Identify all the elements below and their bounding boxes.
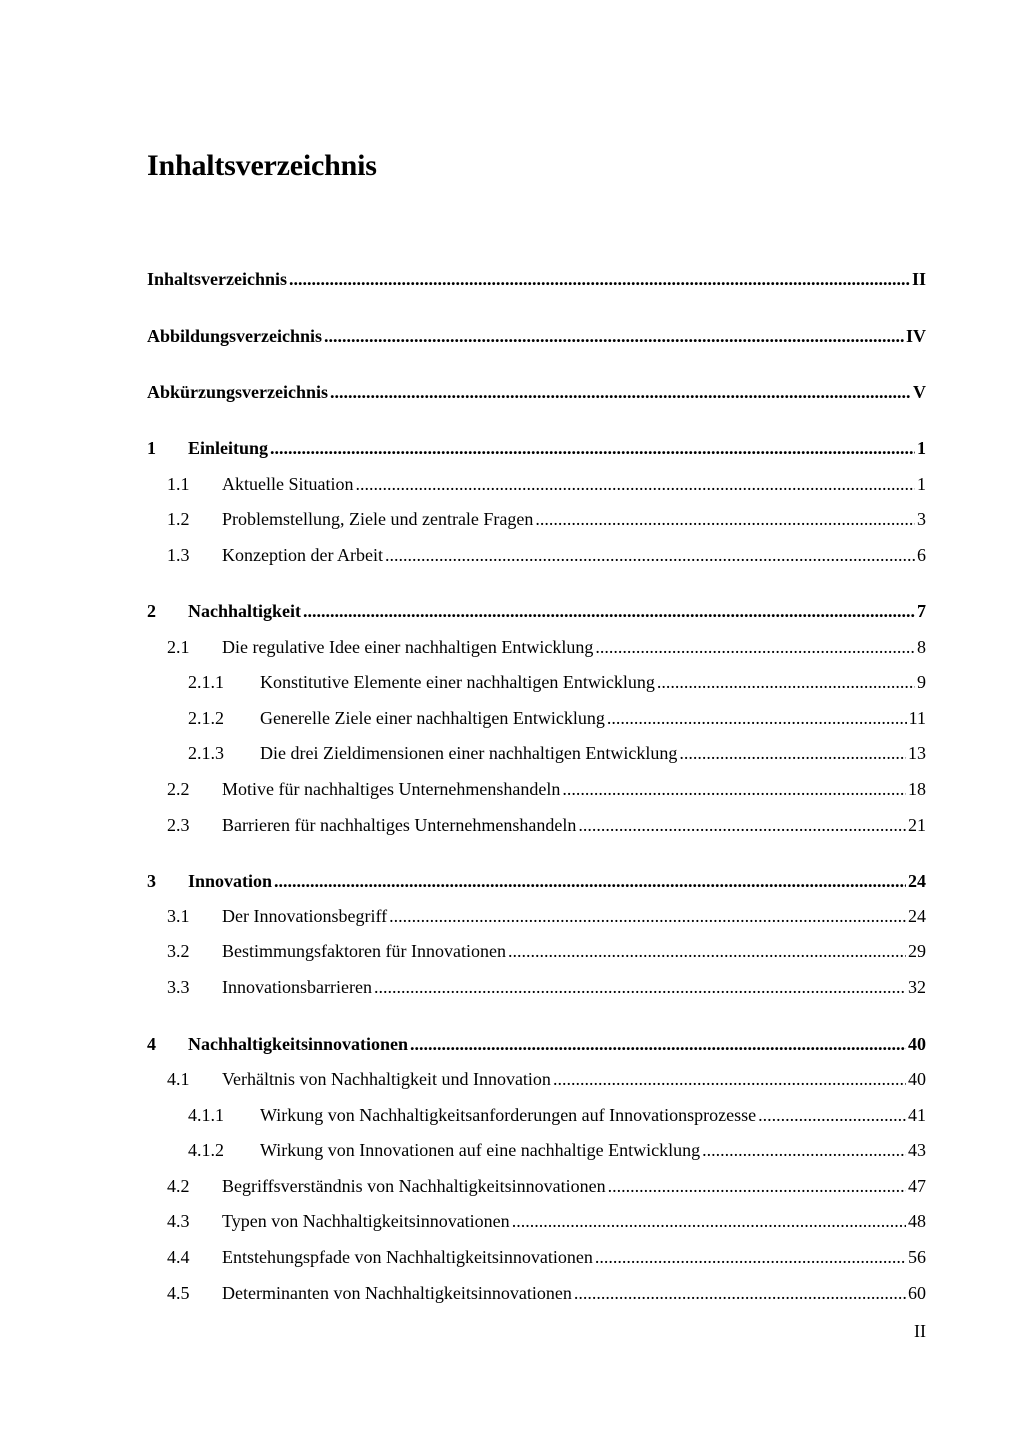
toc-section[interactable] (167, 974, 926, 1000)
toc-entry-title: Bestimmungsfaktoren für Innovationen (222, 941, 506, 961)
toc-entry-number: 2.1.2 (188, 708, 224, 728)
toc-entry-title: Innovationsbarrieren (222, 977, 372, 997)
toc-entry-title: Innovation (188, 871, 273, 891)
toc-entry-page: 48 (908, 1211, 926, 1231)
toc-entry-page: 24 (908, 871, 926, 891)
toc-entry-title: Entstehungspfade von Nachhaltigkeitsinnovationen (222, 1247, 593, 1267)
toc-leader-dots (758, 1102, 906, 1128)
toc-entry-title: Die drei Zieldimensionen einer nachhaltigen Entwicklung (260, 743, 678, 763)
toc-entry[interactable] (147, 379, 926, 405)
toc-entry-number: 4.3 (167, 1211, 190, 1231)
toc-entry-title: Begriffsverständnis von Nachhaltigkeitsinnovationen (222, 1176, 606, 1196)
toc-leader-dots (657, 669, 915, 695)
toc-entry-number: 3.3 (167, 977, 190, 997)
toc-section[interactable] (167, 903, 926, 929)
toc-entry-title: Die regulative Idee einer nachhaltigen Entwicklung (222, 637, 594, 657)
toc-entry-number: 1.1 (167, 474, 190, 494)
toc-entry-title: Abkürzungsverzeichnis (147, 382, 329, 402)
toc-entry-number: 2.1.1 (188, 672, 224, 692)
toc-entry-number: 1.3 (167, 545, 190, 565)
toc-entry-page: 24 (908, 906, 926, 926)
toc-chapter[interactable] (147, 868, 926, 894)
toc-leader-dots (562, 776, 906, 802)
page-number-footer: II (914, 1321, 926, 1341)
toc-entry-title: Konstitutive Elemente einer nachhaltigen Entwicklung (260, 672, 655, 692)
toc-entry-page: 13 (908, 743, 926, 763)
toc-section[interactable] (167, 812, 926, 838)
toc-leader-dots (385, 542, 915, 568)
toc-entry-title: Determinanten von Nachhaltigkeitsinnovationen (222, 1283, 572, 1303)
toc-leader-dots (574, 1280, 906, 1306)
toc-entry-number: 4.5 (167, 1283, 190, 1303)
toc-entry-number: 1 (147, 438, 156, 458)
toc-leader-dots (607, 705, 907, 731)
toc-chapter[interactable] (147, 598, 926, 624)
toc-entry-page: 8 (917, 637, 926, 657)
toc-entry-page: IV (905, 326, 926, 346)
toc-subsection[interactable] (188, 705, 926, 731)
toc-leader-dots (595, 634, 915, 660)
toc-section[interactable] (167, 542, 926, 568)
toc-leader-dots (274, 868, 906, 894)
toc-leader-dots (303, 598, 915, 624)
toc-entry-title: Generelle Ziele einer nachhaltigen Entwicklung (260, 708, 605, 728)
toc-entry-title: Inhaltsverzeichnis (147, 269, 288, 289)
toc-entry-page: 41 (908, 1105, 926, 1125)
toc-entry-page: 32 (908, 977, 926, 997)
toc-entry-number: 2.3 (167, 815, 190, 835)
page-title: Inhaltsverzeichnis (147, 149, 377, 182)
toc-leader-dots (508, 938, 906, 964)
toc-entry-page: 18 (908, 779, 926, 799)
toc-entry-title: Verhältnis von Nachhaltigkeit und Innovation (222, 1069, 551, 1089)
toc-entry-title: Typen von Nachhaltigkeitsinnovationen (222, 1211, 510, 1231)
toc-entry[interactable] (147, 266, 926, 292)
toc-entry-title: Motive für nachhaltiges Unternehmenshandeln (222, 779, 561, 799)
toc-chapter[interactable] (147, 435, 926, 461)
toc-section[interactable] (167, 471, 926, 497)
toc-entry-title: Barrieren für nachhaltiges Unternehmenshandeln (222, 815, 577, 835)
toc-entry-title: Einleitung (188, 438, 269, 458)
toc-entry-title: Aktuelle Situation (222, 474, 354, 494)
toc-entry-number: 3.2 (167, 941, 190, 961)
toc-leader-dots (553, 1066, 906, 1092)
toc-entry-page: 6 (917, 545, 926, 565)
toc-entry-number: 2.1.3 (188, 743, 224, 763)
toc-entry-number: 2 (147, 601, 156, 621)
toc-leader-dots (289, 266, 910, 292)
toc-entry-page: 43 (908, 1140, 926, 1160)
toc-chapter[interactable] (147, 1031, 926, 1057)
toc-entry-page: 40 (908, 1034, 926, 1054)
toc-entry-title: Problemstellung, Ziele und zentrale Fragen (222, 509, 534, 529)
toc-subsection[interactable] (188, 669, 926, 695)
toc-subsection[interactable] (188, 740, 926, 766)
toc-entry-page: 47 (908, 1176, 926, 1196)
toc-leader-dots (270, 435, 915, 461)
toc-entry-page: V (913, 382, 926, 402)
toc-entry-page: 40 (908, 1069, 926, 1089)
toc-leader-dots (608, 1173, 906, 1199)
toc-leader-dots (330, 379, 911, 405)
toc-section[interactable] (167, 634, 926, 660)
toc-entry-number: 3.1 (167, 906, 190, 926)
toc-entry-number: 4.4 (167, 1247, 190, 1267)
toc-section[interactable] (167, 938, 926, 964)
toc-leader-dots (595, 1244, 906, 1270)
toc-leader-dots (512, 1208, 906, 1234)
toc-entry-title: Wirkung von Innovationen auf eine nachhaltige Entwicklung (260, 1140, 701, 1160)
toc-leader-dots (374, 974, 906, 1000)
toc-leader-dots (679, 740, 906, 766)
toc-leader-dots (355, 471, 915, 497)
toc-subsection[interactable] (188, 1137, 926, 1163)
toc-entry-title: Abbildungsverzeichnis (147, 326, 323, 346)
toc-leader-dots (324, 323, 904, 349)
toc-section[interactable] (167, 1208, 926, 1234)
toc-entry-page: 21 (908, 815, 926, 835)
toc-leader-dots (389, 903, 906, 929)
toc-entry-number: 1.2 (167, 509, 190, 529)
toc-section[interactable] (167, 1173, 926, 1199)
toc-entry-page: 11 (908, 708, 926, 728)
toc-entry-page: 3 (917, 509, 926, 529)
toc-entry-page: 1 (917, 474, 926, 494)
toc-entry-title: Der Innovationsbegriff (222, 906, 388, 926)
toc-entry-page: 9 (917, 672, 926, 692)
toc-entry-page: 60 (908, 1283, 926, 1303)
toc-leader-dots (535, 506, 915, 532)
toc-section[interactable] (167, 1244, 926, 1270)
toc-entry-number: 4.1 (167, 1069, 190, 1089)
toc-entry-number: 4 (147, 1034, 156, 1054)
toc-entry-number: 4.1.1 (188, 1105, 224, 1125)
toc-entry-page: 56 (908, 1247, 926, 1267)
toc-entry-title: Konzeption der Arbeit (222, 545, 383, 565)
toc-entry-number: 2.1 (167, 637, 190, 657)
toc-entry-number: 2.2 (167, 779, 190, 799)
toc-subsection[interactable] (188, 1102, 926, 1128)
toc-entry[interactable] (147, 323, 926, 349)
toc-leader-dots (410, 1031, 906, 1057)
toc-entry-title: Nachhaltigkeit (188, 601, 302, 621)
toc-entry-page: 1 (917, 438, 926, 458)
toc-leader-dots (578, 812, 906, 838)
toc-section[interactable] (167, 1280, 926, 1306)
toc-section[interactable] (167, 1066, 926, 1092)
toc-entry-title: Wirkung von Nachhaltigkeitsanforderungen auf Innovationsprozesse (260, 1105, 757, 1125)
toc-entry-page: 29 (908, 941, 926, 961)
toc-entry-number: 4.1.2 (188, 1140, 224, 1160)
toc-entry-page: II (911, 269, 926, 289)
toc-entry-page: 7 (917, 601, 926, 621)
toc-entry-title: Nachhaltigkeitsinnovationen (188, 1034, 409, 1054)
toc-leader-dots (702, 1137, 906, 1163)
toc-section[interactable] (167, 506, 926, 532)
toc-entry-number: 4.2 (167, 1176, 190, 1196)
toc-entry-number: 3 (147, 871, 156, 891)
toc-section[interactable] (167, 776, 926, 802)
